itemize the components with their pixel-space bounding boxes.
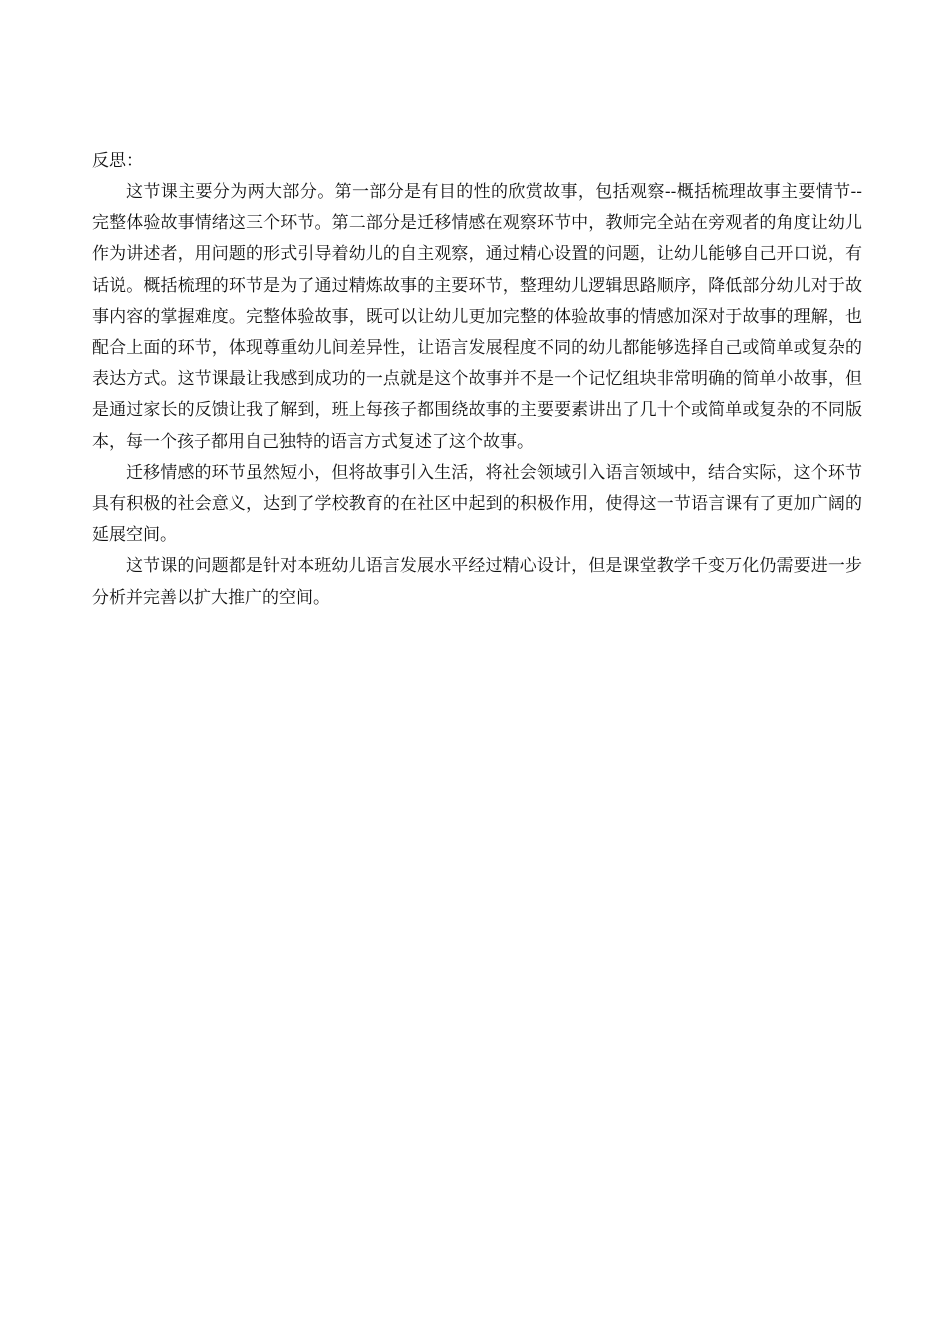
paragraph-improvement: 这节课的问题都是针对本班幼儿语言发展水平经过精心设计，但是课堂教学千变万化仍需要进一步分析并完善以扩大推广的空间。 [92,556,862,608]
reflection-heading: 反思： [92,151,143,171]
paragraph-lesson-structure: 这节课主要分为两大部分。第一部分是有目的性的欣赏故事，包括观察--概括梳理故事主要情节--完整体验故事情绪这三个环节。第二部分是迁移情感在观察环节中，教师完全站在旁观者的角度让幼儿作为讲述者，用问题的形式引导着幼儿的自主观察，通过精心设置的问题，让幼儿能够自己开口说，有话说。概括梳理的环节是为了通过精炼故事的主要环节，整理幼儿逻辑思路顺序，降低部分幼儿对于故事内容的掌握难度。完整体验故事，既可以让幼儿更加完整的体验故事的情感加深对于故事的理解，也配合上面的环节，体现尊重幼儿间差异性，让语言发展程度不同的幼儿都能够选择自己或简单或复杂的表达方式。这节课最让我感到成功的一点就是这个故事并不是一个记忆组块非常明确的简单小故事，但是通过家长的反馈让我了解到，班上每孩子都围绕故事的主要要素讲出了几十个或简单或复杂的不同版本，每一个孩子都用自己独特的语言方式复述了这个故事。 [92,182,862,452]
paragraph-emotion-transfer: 迁移情感的环节虽然短小，但将故事引入生活，将社会领域引入语言领域中，结合实际，这个环节具有积极的社会意义，达到了学校教育的在社区中起到的积极作用，使得这一节语言课有了更加广阔的延展空间。 [92,462,862,546]
document-body [92,146,862,614]
